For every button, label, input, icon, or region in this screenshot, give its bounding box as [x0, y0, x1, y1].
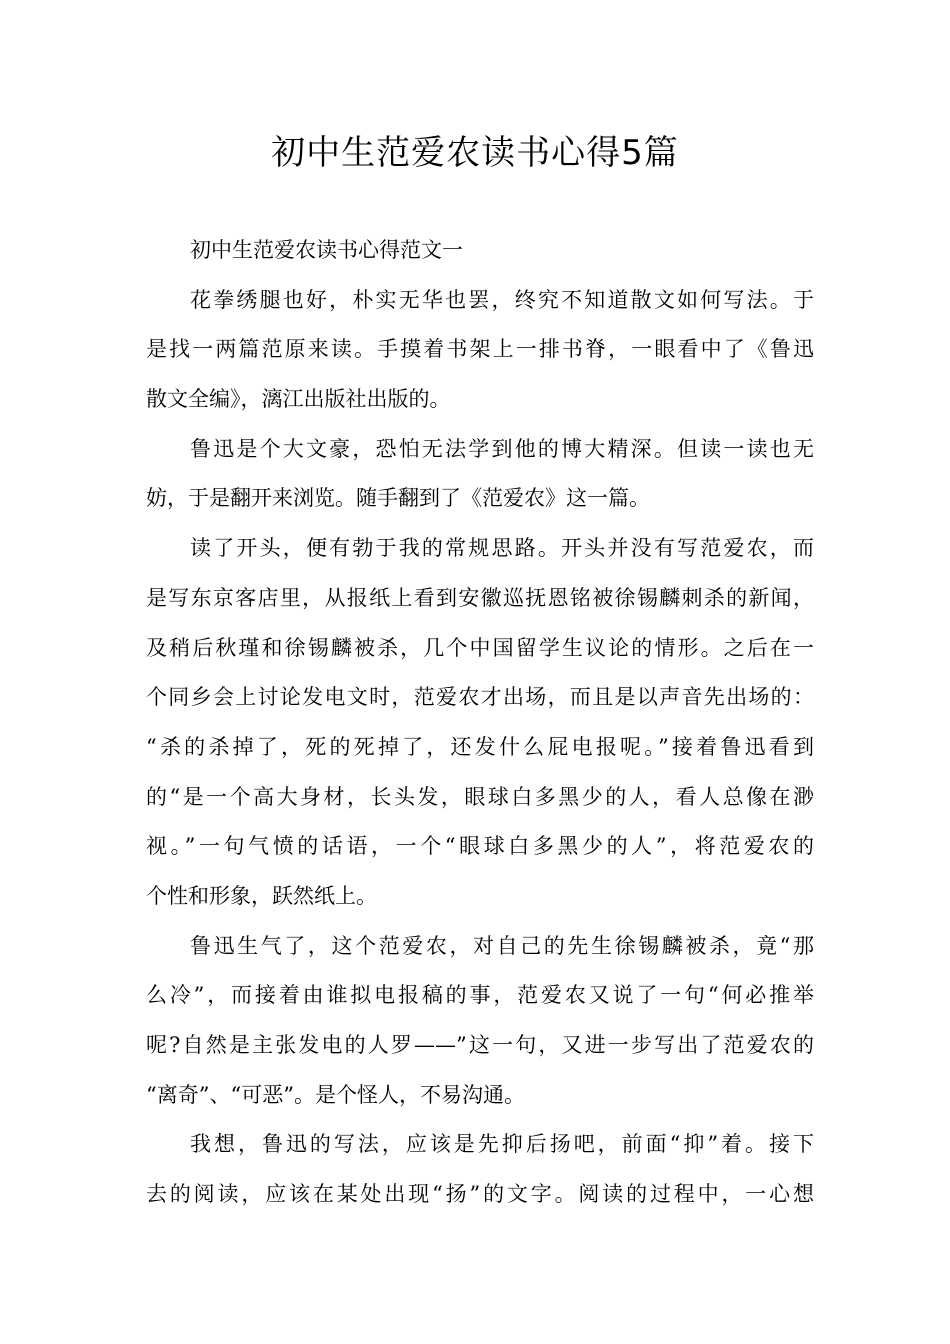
text-line: 初中生范爱农读书心得范文一 — [190, 238, 463, 262]
text-line: 是写东京客店里，从报纸上看到安徽巡抚恩铭被徐锡麟刺杀的新闻， — [146, 585, 814, 610]
text-line: 妨，于是翻开来浏览。随手翻到了《范爱农》这一篇。 — [146, 486, 650, 511]
text-line: 散文全编》，漓江出版社出版的。 — [146, 387, 451, 412]
text-line: 视。”一句气愤的话语，一个“眼球白多黑少的人”，将范爱农的 — [146, 834, 814, 859]
text-line: 花拳绣腿也好，朴实无华也罢，终究不知道散文如何写法。于 — [190, 287, 814, 312]
text-line: 个同乡会上讨论发电文时，范爱农才出场，而且是以声音先出场的： — [146, 685, 814, 710]
document-body — [146, 226, 814, 1220]
text-line: 个性和形象，跃然纸上。 — [146, 883, 377, 908]
text-line: 鲁迅是个大文豪，恐怕无法学到他的博大精深。但读一读也无 — [190, 436, 814, 461]
text-line: 读了开头，便有勃于我的常规思路。开头并没有写范爱农，而 — [190, 536, 814, 561]
text-line: 我想，鲁迅的写法，应该是先抑后扬吧，前面“抑”着。接下 — [190, 1132, 814, 1157]
text-line: 去的阅读，应该在某处出现“扬”的文字。阅读的过程中，一心想 — [146, 1182, 814, 1207]
text-line: 么冷”，而接着由谁拟电报稿的事，范爱农又说了一句“何必推举 — [146, 983, 814, 1008]
text-line: 是找一两篇范原来读。手摸着书架上一排书脊，一眼看中了《鲁迅 — [146, 337, 814, 362]
text-line: “离奇”、“可恶”。是个怪人，不易沟通。 — [146, 1082, 525, 1107]
text-line: 呢?自然是主张发电的人罗——”这一句，又进一步写出了范爱农的 — [146, 1033, 814, 1057]
text-line: 及稍后秋瑾和徐锡麟被杀，几个中国留学生议论的情形。之后在一 — [146, 635, 814, 660]
document-title: 初中生范爱农读书心得5篇 — [271, 133, 679, 173]
text-line: “杀的杀掉了，死的死掉了，还发什么屁电报呢。”接着鲁迅看到 — [146, 734, 814, 759]
text-line: 的“是一个高大身材，长头发，眼球白多黑少的人，看人总像在渺 — [146, 784, 814, 809]
text-line: 鲁迅生气了，这个范爱农，对自己的先生徐锡麟被杀，竟“那 — [190, 933, 814, 958]
